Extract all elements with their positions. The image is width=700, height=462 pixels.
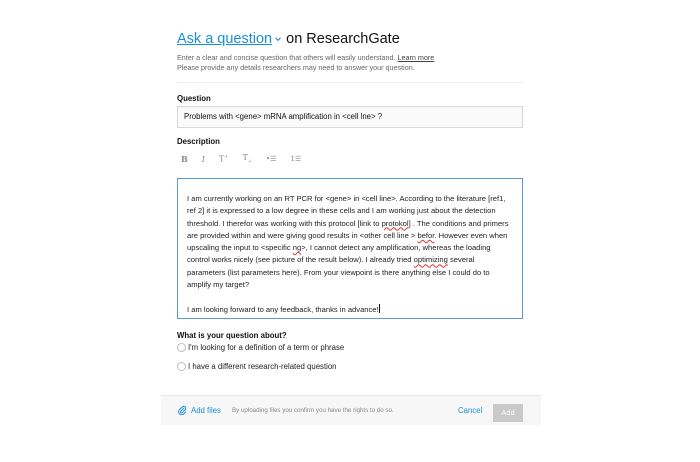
bullet-list-icon: •☰	[266, 155, 277, 163]
page-title	[177, 30, 434, 48]
question-topic-label: What is your question about?	[177, 331, 287, 340]
subscript-button[interactable]: $T_+$	[242, 153, 253, 165]
misspelled-word[interactable]: optimizing	[413, 255, 448, 265]
add-files-label: Add files	[191, 405, 221, 415]
misspelled-word[interactable]: ng	[292, 243, 302, 253]
italic-icon: I	[201, 154, 205, 164]
misspelled-word[interactable]: befor	[417, 230, 435, 240]
radio-definition[interactable]	[177, 343, 344, 352]
radio-label: I have a different research-related question	[188, 362, 337, 371]
description-paragraph: I am looking forward to any feedback, thanks in advance!	[187, 304, 379, 314]
footer-bar	[161, 395, 541, 425]
text-cursor	[379, 304, 380, 313]
ask-question-dropdown[interactable]: Ask a question	[177, 31, 273, 47]
description-paragraph: I am currently working on an RT PCR for <gene> in <cell line>. According to the literature [ref1, ref 2] it is expressed to a low degree in these cells and I am working just about the detection threshold. I therefor was working with this protocol [link to protokol] . The conditions and primers are provided within and were giving good results in <other cell line > befor. However even when upscaling the input to <specific ng>, I cannot detect any amplification, whereas the loading control works nicely (see picture of the result below). I already tried optimizing several parameters (list parameters here). From your viewpoint is there anything else I could do to amplify my target?	[187, 194, 509, 290]
subscript-icon: T	[242, 153, 248, 163]
radio-button-icon[interactable]	[177, 362, 186, 371]
chevron-down-icon[interactable]	[274, 35, 282, 43]
subtitle-line1: Enter a clear and concise question that others will easily understand.	[177, 53, 396, 62]
add-button[interactable]: Add	[493, 404, 523, 422]
title-suffix: on ResearchGate	[286, 31, 400, 47]
page-header	[177, 30, 434, 73]
numbered-list-button[interactable]	[290, 155, 301, 163]
bold-icon: B	[181, 154, 188, 164]
add-files-button[interactable]	[177, 405, 221, 415]
bold-button[interactable]	[181, 154, 188, 164]
italic-button[interactable]	[202, 155, 205, 164]
cancel-button[interactable]: Cancel	[458, 406, 483, 415]
question-label: Question	[177, 94, 211, 103]
description-label: Description	[177, 137, 220, 146]
question-input[interactable]: Problems with <gene> mRNA amplification in <cell lne> ?	[177, 106, 523, 128]
superscript-button[interactable]: T+	[218, 154, 229, 164]
bullet-list-button[interactable]	[266, 155, 276, 163]
learn-more-link[interactable]: Learn more	[397, 53, 435, 62]
superscript-icon: T	[218, 154, 225, 164]
description-editor[interactable]	[177, 178, 523, 319]
subtitle	[177, 53, 434, 73]
divider	[177, 82, 523, 83]
subtitle-line2: Please provide any details researchers may need to answer your question.	[177, 63, 415, 72]
paperclip-icon	[177, 405, 187, 415]
radio-label: I'm looking for a definition of a term or phrase	[188, 343, 345, 352]
radio-research-question[interactable]	[177, 362, 337, 371]
misspelled-word[interactable]: protokol	[381, 218, 409, 228]
numbered-list-icon: 1☰	[290, 155, 302, 163]
upload-disclaimer: By uploading files you confirm you have the rights to do so.	[232, 407, 394, 414]
radio-button-icon[interactable]	[177, 343, 186, 352]
formatting-toolbar	[181, 153, 315, 165]
